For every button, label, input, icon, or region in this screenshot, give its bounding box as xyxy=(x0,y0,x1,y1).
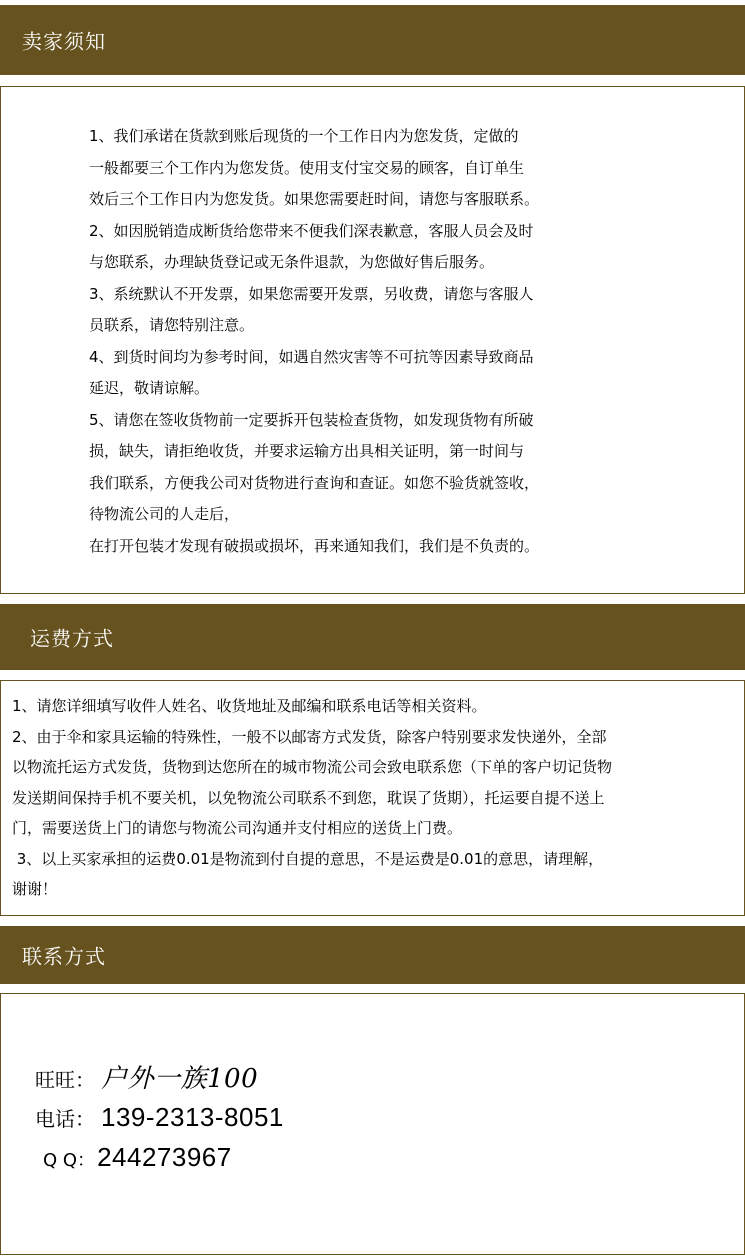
shipping-line: 发送期间保持手机不要关机，以免物流公司联系不到您，耽误了货期），托运要自提不送上 xyxy=(12,788,605,807)
seller-notice-header xyxy=(0,5,745,75)
qq-value: 244273967 xyxy=(97,1142,232,1172)
wangwang-row xyxy=(35,1058,258,1095)
notice-line: 5、请您在签收货物前一定要拆开包装检查货物，如发现货物有所破 xyxy=(89,410,534,429)
qq-row xyxy=(43,1142,232,1173)
shipping-title: 运费方式 xyxy=(30,626,114,651)
seller-notice-title: 卖家须知 xyxy=(22,29,106,54)
notice-line: 1、我们承诺在货款到账后现货的一个工作日内为您发货，定做的 xyxy=(89,127,519,145)
notice-line: 3、系统默认不开发票，如果您需要开发票，另收费，请您与客服人 xyxy=(89,284,534,303)
phone-value: 139-2313-8051 xyxy=(101,1102,284,1132)
notice-line: 员联系，请您特别注意。 xyxy=(89,316,255,334)
notice-line: 在打开包装才发现有破损或损坏，再来通知我们，我们是不负责的。 xyxy=(89,536,540,555)
seller-notice-lines xyxy=(89,121,539,562)
seller-notice-box xyxy=(0,86,745,594)
shipping-line: 谢谢！ xyxy=(12,880,58,898)
contact-box xyxy=(0,993,745,1255)
shipping-line: 1、请您详细填写收件人姓名、收货地址及邮编和联系电话等相关资料。 xyxy=(12,697,487,715)
notice-line: 我们联系，方便我公司对货物进行查询和查证。如您不验货就签收， xyxy=(89,473,540,492)
qq-label: Q Q： xyxy=(43,1150,96,1171)
notice-line: 4、到货时间均为参考时间，如遇自然灾害等不可抗等因素导致商品 xyxy=(89,347,534,366)
shipping-lines xyxy=(12,691,612,905)
notice-line: 2、如因脱销造成断货给您带来不便我们深表歉意，客服人员会及时 xyxy=(89,221,534,240)
shipping-header xyxy=(0,604,745,670)
contact-header xyxy=(0,926,745,984)
shipping-line: 以物流托运方式发货，货物到达您所在的城市物流公司会致电联系您（下单的客户切记货物 xyxy=(12,758,613,776)
shipping-line: 3、以上买家承担的运费0.01是物流到付自提的意思，不是运费是0.01的意思，请理解， xyxy=(12,849,604,868)
notice-line: 效后三个工作日内为您发货。如果您需要赶时间，请您与客服联系。 xyxy=(89,190,540,208)
shipping-line: 2、由于伞和家具运输的特殊性，一般不以邮寄方式发货，除客户特别要求发快递外，全部 xyxy=(12,727,607,746)
phone-label: 电话： xyxy=(35,1107,95,1131)
shipping-box xyxy=(0,680,745,916)
wangwang-label: 旺旺： xyxy=(35,1068,95,1092)
wangwang-value: 户外一族100 xyxy=(101,1064,259,1094)
notice-line: 待物流公司的人走后， xyxy=(89,505,240,523)
contact-title: 联系方式 xyxy=(22,944,106,969)
notice-line: 损，缺失，请拒绝收货，并要求运输方出具相关证明，第一时间与 xyxy=(89,442,525,460)
notice-line: 延迟，敬请谅解。 xyxy=(89,379,210,397)
shipping-line: 门，需要送货上门的请您与物流公司沟通并支付相应的送货上门费。 xyxy=(12,819,463,837)
notice-line: 一般都要三个工作内为您发货。使用支付宝交易的顾客，自订单生 xyxy=(89,158,525,177)
phone-row xyxy=(35,1102,284,1133)
notice-line: 与您联系，办理缺货登记或无条件退款，为您做好售后服务。 xyxy=(89,253,495,271)
